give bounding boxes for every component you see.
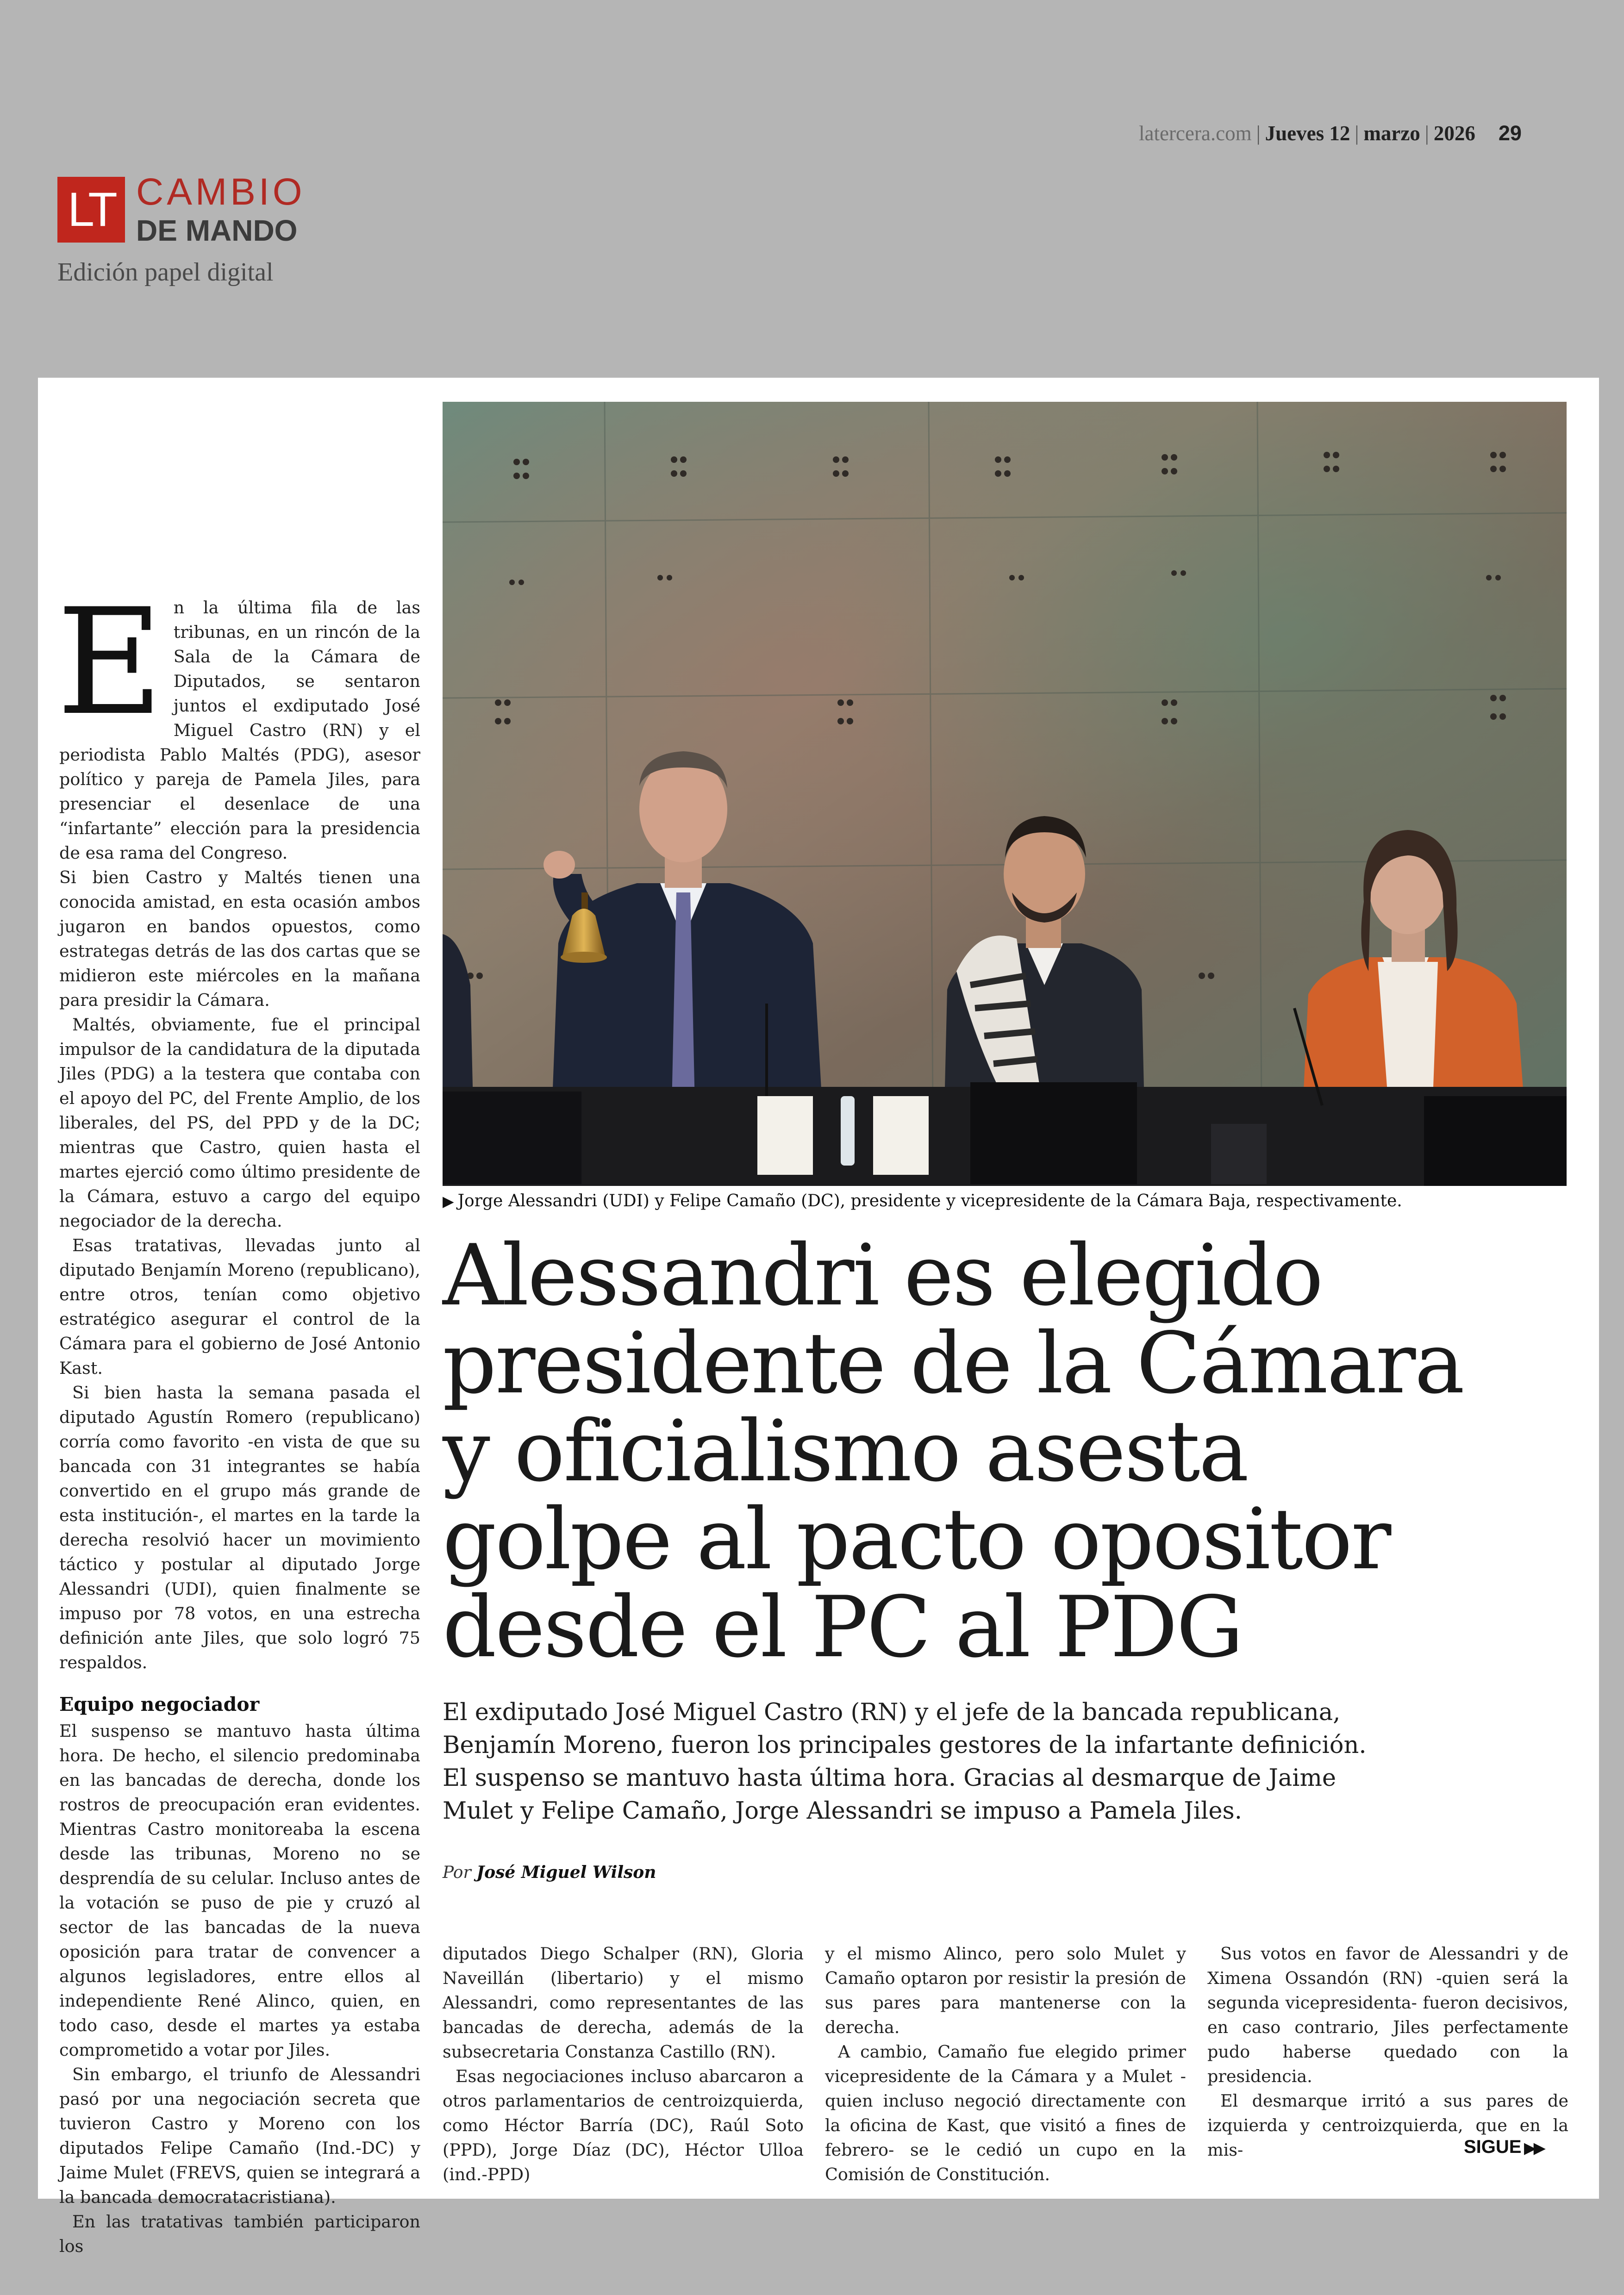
article-deck bbox=[443, 1696, 1461, 1827]
paragraph: Sus votos en favor de Alessandri y de Ximena Ossandón (RN) -quien será la segunda vicepresidenta- fueron decisivos, en caso contrario, Jiles perfectamente pudo haberse quedado con la presidencia. bbox=[1207, 1944, 1568, 2086]
logo-line-cambio: CAMBIO bbox=[136, 171, 306, 213]
byline-prefix: Por bbox=[443, 1863, 471, 1882]
page-header-meta: latercera.com | Jueves 12 | marzo | 2026 29 bbox=[1139, 121, 1522, 145]
paragraph: Maltés, obviamente, fue el principal impulsor de la candidatura de la diputada Jiles (PDG) a la testera que contaba con el apoyo del PC, del Frente Amplio, de los liberales, del PS, del PPD y de la DC; mientras que Castro, quien hasta el martes ejerció como último presidente de la Cámara, estuvo a cargo del equipo negociador de la derecha. bbox=[59, 1015, 420, 1231]
paragraph: Si bien Castro y Maltés tienen una conocida amistad, en esta ocasión ambos jugaron en bandos opuestos, como estrategas detrás de las dos cartas que se midieron este miércoles en la mañana para presidir la Cámara. bbox=[59, 867, 420, 1010]
article-column-4 bbox=[1207, 1941, 1568, 2162]
lt-logo-mark: LT bbox=[57, 177, 125, 243]
newspaper-page bbox=[38, 378, 1599, 2256]
headline-line: presidente de la Cámara bbox=[443, 1314, 1463, 1412]
article-headline bbox=[443, 1226, 1463, 1676]
paragraph: Si bien hasta la semana pasada el diputado Agustín Romero (republicano) corría como favorito -en vista de que su bancada con 31 integrantes se había convertido en el grupo más grande de esta institución-, el martes en la tarde la derecha resolvió hacer un movimiento táctico y postular al diputado Jorge Alessandri (UDI), quien finalmente se impuso por 78 votos, en una estrecha definición ante Jiles, que solo logró 75 respaldos. bbox=[59, 1383, 420, 1672]
article-photo bbox=[443, 402, 1567, 1186]
header-month: marzo bbox=[1363, 122, 1420, 145]
header-year: 2026 bbox=[1433, 122, 1475, 145]
headline-line: desde el PC al PDG bbox=[443, 1578, 1243, 1676]
photo-caption bbox=[443, 1191, 1567, 1210]
deck-line: El suspenso se mantuvo hasta última hora. Gracias al desmarque de Jaime bbox=[443, 1765, 1337, 1792]
byline-author: José Miguel Wilson bbox=[476, 1863, 656, 1882]
paragraph: El desmarque irritó a sus pares de izquierda y centroizquierda, que en la mis- bbox=[1207, 2091, 1568, 2160]
paragraph: Esas negociaciones incluso abarcaron a otros parlamentarios de centroizquierda, como Héctor Barría (DC), Raúl Soto (PPD), Jorge Díaz (DC), Héctor Ulloa (ind.-PPD) bbox=[443, 2066, 804, 2184]
edition-label: Edición papel digital bbox=[57, 258, 274, 287]
article-column-1 bbox=[56, 577, 420, 2258]
continue-link[interactable] bbox=[1464, 2137, 1543, 2158]
deck-line: El exdiputado José Miguel Castro (RN) y el jefe de la bancada republicana, bbox=[443, 1699, 1341, 1726]
double-arrow-right-icon: ▶▶ bbox=[1524, 2139, 1543, 2156]
paragraph: A cambio, Camaño fue elegido primer vicepresidente de la Cámara y a Mulet -quien incluso negoció directamente con la oficina de Kast, que visitó a fines de febrero- se le cedió un cupo en la Comisión de Constitución. bbox=[825, 2042, 1186, 2184]
arrow-right-icon: ▶ bbox=[443, 1192, 454, 1210]
paragraph: El suspenso se mantuvo hasta última hora. De hecho, el silencio predominaba en las bancadas de derecha, donde los rostros de preocupación eran evidentes. Mientras Castro monitoreaba la escena desde las tribunas, Moreno no se desprendía de su celular. Incluso antes de la votación se puso de pie y cruzó al sector de las bancadas de la nueva oposición para tratar de convencer a algunos legisladores, entre ellos al independiente René Alinco, quien, en todo caso, desde el martes ya estaba comprometido a votar por Jiles. bbox=[59, 1721, 420, 2060]
paragraph: Esas tratativas, llevadas junto al diputado Benjamín Moreno (republicano), entre otros, tenían como objetivo estratégico asegurar el control de la Cámara para el gobierno de José Antonio Kast. bbox=[59, 1235, 420, 1378]
article-byline bbox=[443, 1863, 656, 1882]
photo-caption-text: Jorge Alessandri (UDI) y Felipe Camaño (DC), presidente y vicepresidente de la Cámara Baja, respectivamente. bbox=[457, 1191, 1402, 1210]
deck-line: Benjamín Moreno, fueron los principales gestores de la infartante definición. bbox=[443, 1732, 1367, 1759]
continue-label: SIGUE bbox=[1464, 2137, 1522, 2157]
headline-line: Alessandri es elegido bbox=[443, 1226, 1322, 1324]
page-number: 29 bbox=[1498, 121, 1522, 145]
article-column-2 bbox=[443, 1941, 804, 2187]
paragraph: En la última fila de las tribunas, en un rincón de la Sala de la Cámara de Diputados, se sentaron juntos el exdiputado José Miguel Castro (RN) y el periodista Pablo Maltés (PDG), asesor político y pareja de Pamela Jiles, para presenciar el desenlace de una “infartante” elección para la presidencia de esa rama del Congreso. bbox=[56, 577, 420, 863]
paragraph: y el mismo Alinco, pero solo Mulet y Camaño optaron por resistir la presión de sus pares para mantenerse con la derecha. bbox=[825, 1944, 1186, 2037]
paragraph: diputados Diego Schalper (RN), Gloria Naveillán (libertario) y el mismo Alessandri, como representantes de las bancadas de derecha, además de la subsecretaria Constanza Castillo (RN). bbox=[443, 1944, 804, 2062]
paragraph: Sin embargo, el triunfo de Alessandri pasó por una negociación secreta que tuvieron Castro y Moreno con los diputados Felipe Camaño (Ind.-DC) y Jaime Mulet (FREVS, quien se integrará a la bancada democratacristiana). bbox=[59, 2064, 420, 2207]
drop-cap: E bbox=[56, 577, 163, 748]
headline-line: golpe al pacto opositor bbox=[443, 1490, 1390, 1588]
paragraph: En las tratativas también participaron los bbox=[59, 2212, 420, 2256]
headline-line: y oficialismo asesta bbox=[443, 1402, 1248, 1500]
section-subhead: Equipo negociador bbox=[59, 1693, 260, 1715]
article-column-3 bbox=[825, 1941, 1186, 2187]
logo-line-mando: DE MANDO bbox=[136, 214, 298, 247]
site-name[interactable]: latercera.com bbox=[1139, 122, 1252, 145]
header-day: Jueves 12 bbox=[1265, 122, 1350, 145]
deck-line: Mulet y Felipe Camaño, Jorge Alessandri se impuso a Pamela Jiles. bbox=[443, 1797, 1242, 1825]
